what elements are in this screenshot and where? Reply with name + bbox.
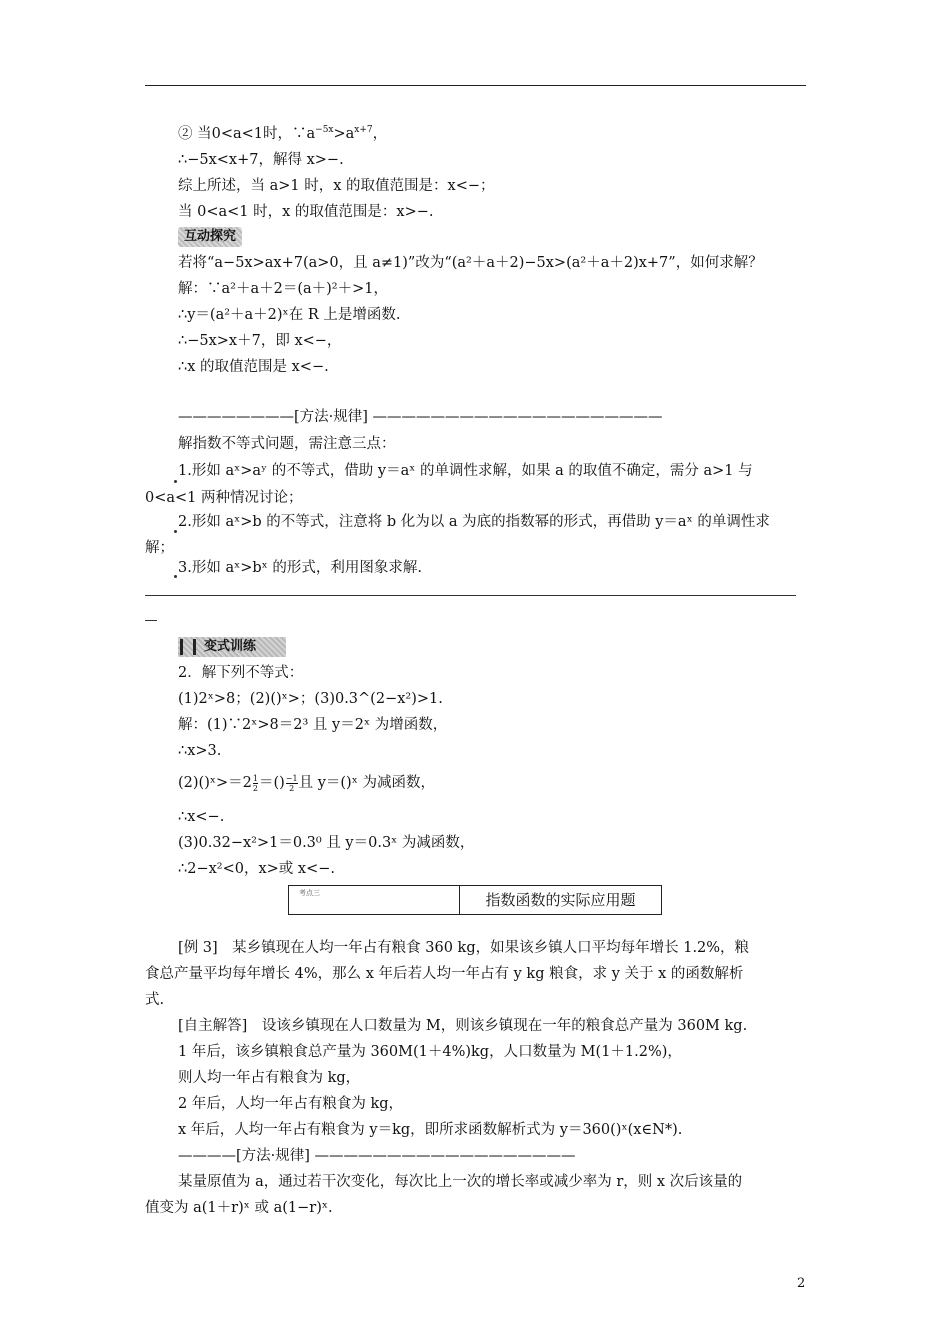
bullet-dot [174, 530, 177, 533]
text-line: ∴2−x²<0，x>或 x<−. [178, 861, 335, 877]
section-badge-interactive: 互动探究 [178, 227, 242, 247]
header-rule [145, 85, 806, 86]
separator-tail [145, 620, 157, 621]
text-line: 食总产量平均每年增长 4%，那么 x 年后若人均一年占有 y kg 粮食，求 y 关于 x 的函数解析 [145, 966, 744, 982]
bars-icon [180, 639, 196, 655]
text-line: 若将“a−5x>ax+7(a>0，且 a≠1)”改为“(a²＋a＋2)−5x>(a²＋a＋2)x+7”，如何求解？ [178, 255, 763, 271]
bullet-dot [174, 575, 177, 578]
text-line: (3)0.32−x²>1＝0.3⁰ 且 y＝0.3ˣ 为减函数， [178, 835, 475, 851]
text-line: 解指数不等式问题，需注意三点： [178, 436, 396, 452]
text-line: 解：(1)∵2ˣ>8＝2³ 且 y＝2ˣ 为增函数， [178, 717, 448, 733]
text-line: 1 年后，该乡镇粮食总产量为 360M(1＋4%)kg，人口数量为 M(1＋1.2%)， [178, 1044, 682, 1060]
text-line: 2.形如 aˣ>b 的不等式，注意将 b 化为以 a 为底的指数幂的形式，再借助 y＝aˣ 的单调性求 [178, 514, 770, 530]
text-line: 则人均一年占有粮食为 kg， [178, 1070, 361, 1086]
text-line: 综上所述，当 a>1 时，x 的取值范围是：x<−； [178, 178, 495, 194]
text-line: [自主解答] 设该乡镇现在人口数量为 M，则该乡镇现在一年的粮食总产量为 360M kg. [178, 1018, 748, 1034]
method-heading: ————————[方法·规律] ———————————————————— [178, 409, 663, 425]
text-line: 0<a<1 两种情况讨论； [145, 490, 303, 506]
text-line: ∴−5x<x+7，解得 x>−. [178, 152, 344, 168]
text-line: ∴−5x>x＋7，即 x<−， [178, 333, 342, 349]
method-heading: ————[方法·规律] —————————————————— [178, 1148, 576, 1164]
separator-line [145, 595, 796, 596]
topic-title-box [288, 885, 662, 915]
text-line: 解； [145, 540, 174, 556]
text-line: (1)2ˣ>8；(2)()ˣ>；(3)0.3^(2−x²)>1. [178, 691, 443, 707]
text-line: ∴x>3. [178, 743, 222, 759]
bullet-dot [174, 480, 177, 483]
page-number: 2 [797, 1276, 806, 1291]
text-line: ∴y＝(a²＋a＋2)ˣ在 R 上是增函数. [178, 307, 401, 323]
text-line: 当 0<a<1 时，x 的取值范围是：x>−. [178, 204, 434, 220]
text-line: 某量原值为 a，通过若干次变化，每次比上一次的增长率或减少率为 r，则 x 次后该量的 [178, 1174, 743, 1190]
text-line: (2)()ˣ>＝2 $\frac{1}{2}$ ＝() $\frac{-1}{2}$ 且 y＝()ˣ 为减函数， [178, 773, 435, 793]
text-line: [例 3] 某乡镇现在人均一年占有粮食 360 kg，如果该乡镇人口平均每年增长 1.2%，粮 [178, 940, 750, 956]
text-line: 值变为 a(1＋r)ˣ 或 a(1−r)ˣ. [145, 1200, 333, 1216]
text-line: 2．解下列不等式： [178, 665, 304, 681]
section-badge-variant: 变式训练 [178, 637, 286, 657]
text-line: 3.形如 aˣ>bˣ 的形式，利用图象求解. [178, 560, 423, 576]
text-line: ② 当0<a<1时，$\because a^{-5x}>a^{x+7}$， [178, 125, 388, 142]
text-line: ∴x 的取值范围是 x<−. [178, 359, 329, 375]
text-line: 1.形如 aˣ>aʸ 的不等式，借助 y＝aˣ 的单调性求解，如果 a 的取值不确定，需分 a>1 与 [178, 463, 753, 479]
text-line: 解：∵a²＋a＋2＝(a＋)²＋>1， [178, 281, 388, 297]
text-line: ∴x<−. [178, 809, 225, 825]
text-line: 式. [145, 992, 165, 1008]
topic-title: 指数函数的实际应用题 [485, 891, 636, 909]
text-line: 2 年后，人均一年占有粮食为 kg， [178, 1096, 404, 1112]
text-line: x 年后，人均一年占有粮食为 y＝kg，即所求函数解析式为 y＝360()ˣ(x∈N*). [178, 1122, 683, 1138]
topic-label-cell: 考点三 [289, 886, 460, 914]
